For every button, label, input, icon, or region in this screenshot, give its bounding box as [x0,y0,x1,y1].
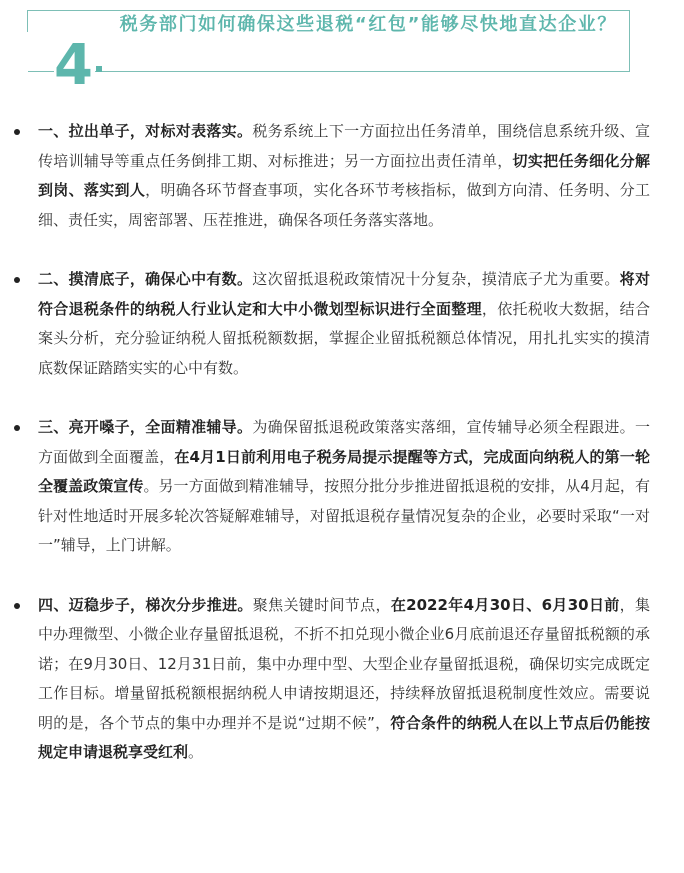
item-text: 税务系统上下一方面拉出任务清单，围绕信息系统升级、宣传培训辅导等重点任务倒排工期、对标推进；另一方面拉出责任清单， [38,122,650,170]
item-text: ，集中办理微型、小微企业存量留抵退税，不折不扣兑现小微企业6月底前退还存量留抵税额的承诺；在9月30日、12月31日前，集中办理中型、大型企业存量留抵退税，确保切实完成既定工作目标。增量留抵税额根据纳税人申请按期退还，持续释放留抵退税制度性效应。需要说明的是，各个节点的集中办理并不是说“过期不候”， [38,595,650,732]
item-lead: 四、迈稳步子，梯次分步推进。 [38,595,253,614]
bullet-icon [14,425,20,431]
item-text: 这次留抵退税政策情况十分复杂，摸清底子尤为重要。 [252,270,620,288]
list-item [38,265,650,383]
measure-list [0,117,684,798]
section-number-dot [96,66,102,72]
item-lead: 三、亮开嗓子，全面精准辅导。 [38,418,253,436]
section-title: 税务部门如何确保这些退税“红包”能够尽快地直达企业？ [119,14,617,35]
list-item [38,117,650,235]
item-text: 。 [188,743,204,761]
section-header [0,0,684,100]
item-lead: 二、摸清底子，确保心中有数。 [38,270,253,288]
list-item [38,591,650,768]
item-text: 为确保留抵退税政策落实落细，宣传辅导必须全程跟进。一方面做到全面覆盖， [38,418,650,466]
list-item [38,413,650,561]
item-emphasis: 切实把任务细化分解到岗、落实到人 [38,151,650,199]
item-text: ，依托税收大数据，结合案头分析，充分验证纳税人留抵税额数据，掌握企业留抵税额总体情况，用扎扎实实的摸清底数保证踏踏实实的心中有数。 [38,299,650,377]
item-emphasis: 将对符合退税条件的纳税人行业认定和大中小微划型标识进行全面整理 [38,270,650,318]
item-lead: 一、拉出单子，对标对表落实。 [38,122,253,140]
section-number: 4 [54,33,93,98]
item-text: ，明确各环节督查事项，实化各环节考核指标，做到方向清、任务明、分工细、责任实，周密部署、压茬推进，确保各项任务落实落地。 [38,181,650,229]
item-text: 。另一方面做到精准辅导，按照分批分步推进留抵退税的安排，从4月起，有针对性地适时开展多轮次答疑解难辅导，对留抵退税存量情况复杂的企业，必要时采取“一对一”辅导，上门讲解。 [38,477,650,554]
item-emphasis: 符合条件的纳税人在以上节点后仍能按规定申请退税享受红利 [38,713,650,761]
item-text: 聚焦关键时间节点， [252,595,391,614]
item-emphasis: 在4月1日前利用电子税务局提示提醒等方式，完成面向纳税人的第一轮全覆盖政策宣传 [38,447,650,495]
bullet-icon [14,603,20,609]
bullet-icon [14,277,20,283]
bullet-icon [14,129,20,135]
item-emphasis: 在2022年4月30日、6月30日前 [390,595,620,614]
